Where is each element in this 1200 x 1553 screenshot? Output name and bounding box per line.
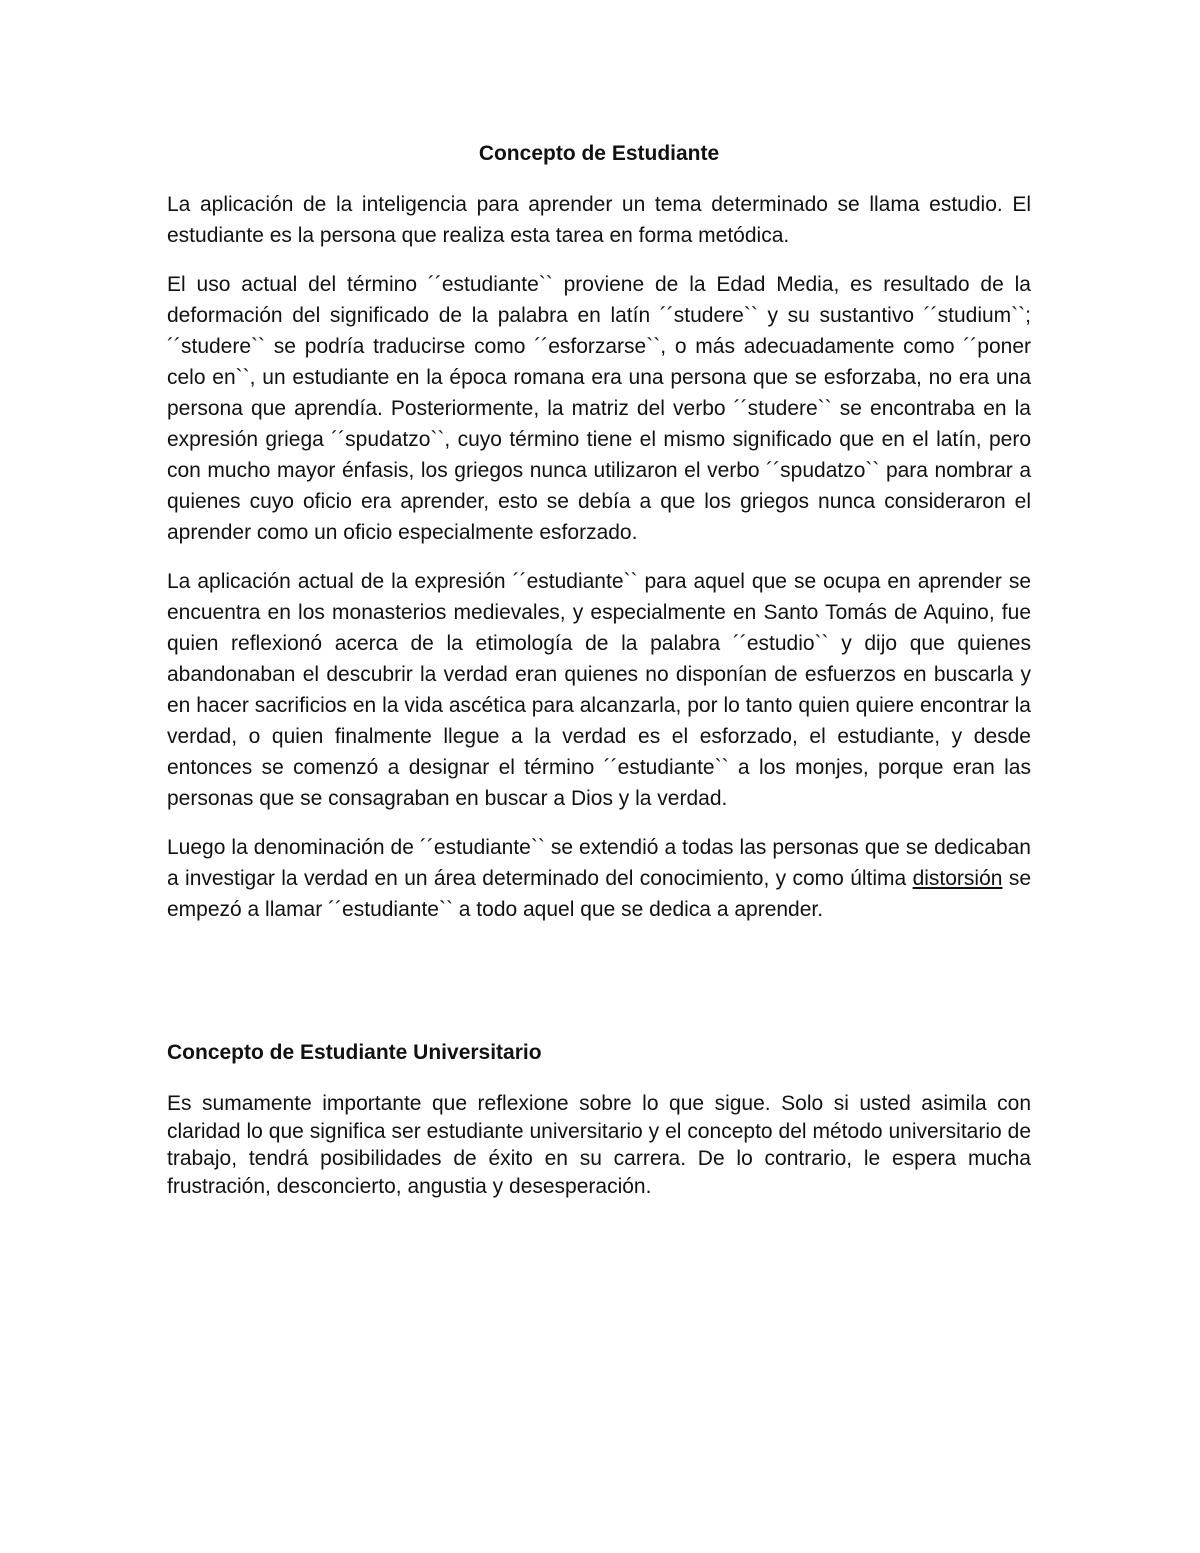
paragraph-4 <box>167 832 1031 925</box>
section-2-paragraph: Es sumamente importante que reflexione sobre lo que sigue. Solo si usted asimila con claridad lo que significa ser estudiante universitario y el concepto del método universitario de trabajo, tendrá posibilidades de éxito en su carrera. De lo contrario, le espera mucha frustración, desconcierto, angustia y desesperación. <box>167 1092 1031 1198</box>
underlined-word: distorsión <box>912 867 1003 890</box>
paragraph-4-text-start: Luego la denominación de ´´estudiante`` se extendió a todas las personas que se dedicaban a investigar la verdad en un área determinado del conocimiento, y como última <box>167 836 1031 890</box>
paragraph-3: La aplicación actual de la expresión ´´estudiante`` para aquel que se ocupa en aprender se encuentra en los monasterios medievales, y especialmente en Santo Tomás de Aquino, fue quien reflexionó acerca de la etimología de la palabra ´´estudio`` y dijo que quienes abandonaban el descubrir la verdad eran quienes no disponían de esfuerzos en buscarla y en hacer sacrificios en la vida ascética para alcanzarla, por lo tanto quien quiere encontrar la verdad, o quien finalmente llegue a la verdad es el esforzado, el estudiante, y desde entonces se comenzó a designar el término ´´estudiante`` a los monjes, porque eran las personas que se consagraban en buscar a Dios y la verdad. <box>167 570 1031 810</box>
document-page <box>167 138 1031 1200</box>
paragraph-1: La aplicación de la inteligencia para aprender un tema determinado se llama estudio. El estudiante es la persona que realiza esta tarea en forma metódica. <box>167 193 1031 247</box>
section-spacer <box>167 943 1031 1037</box>
paragraph-4-text-end: se empezó a llamar ´´estudiante`` a todo aquel que se dedica a aprender. <box>167 867 1031 921</box>
paragraph-2: El uso actual del término ´´estudiante`` proviene de la Edad Media, es resultado de la deformación del significado de la palabra en latín ´´studere`` y su sustantivo ´´studium``; ´´studere`` se podría traducirse como ´´esforzarse``, o más adecuadamente como ´´poner celo en``, un estudiante en la época romana era una persona que se esforzaba, no era una persona que aprendía. Posteriormente, la matriz del verbo ´´studere`` se encontraba en la expresión griega ´´spudatzo``, cuyo término tiene el mismo significado que en el latín, pero con mucho mayor énfasis, los griegos nunca utilizaron el verbo ´´spudatzo`` para nombrar a quienes cuyo oficio era aprender, esto se debía a que los griegos nunca consideraron el aprender como un oficio especialmente esforzado. <box>167 273 1031 544</box>
section-2-title: Concepto de Estudiante Universitario <box>167 1041 542 1064</box>
document-title: Concepto de Estudiante <box>478 142 720 165</box>
